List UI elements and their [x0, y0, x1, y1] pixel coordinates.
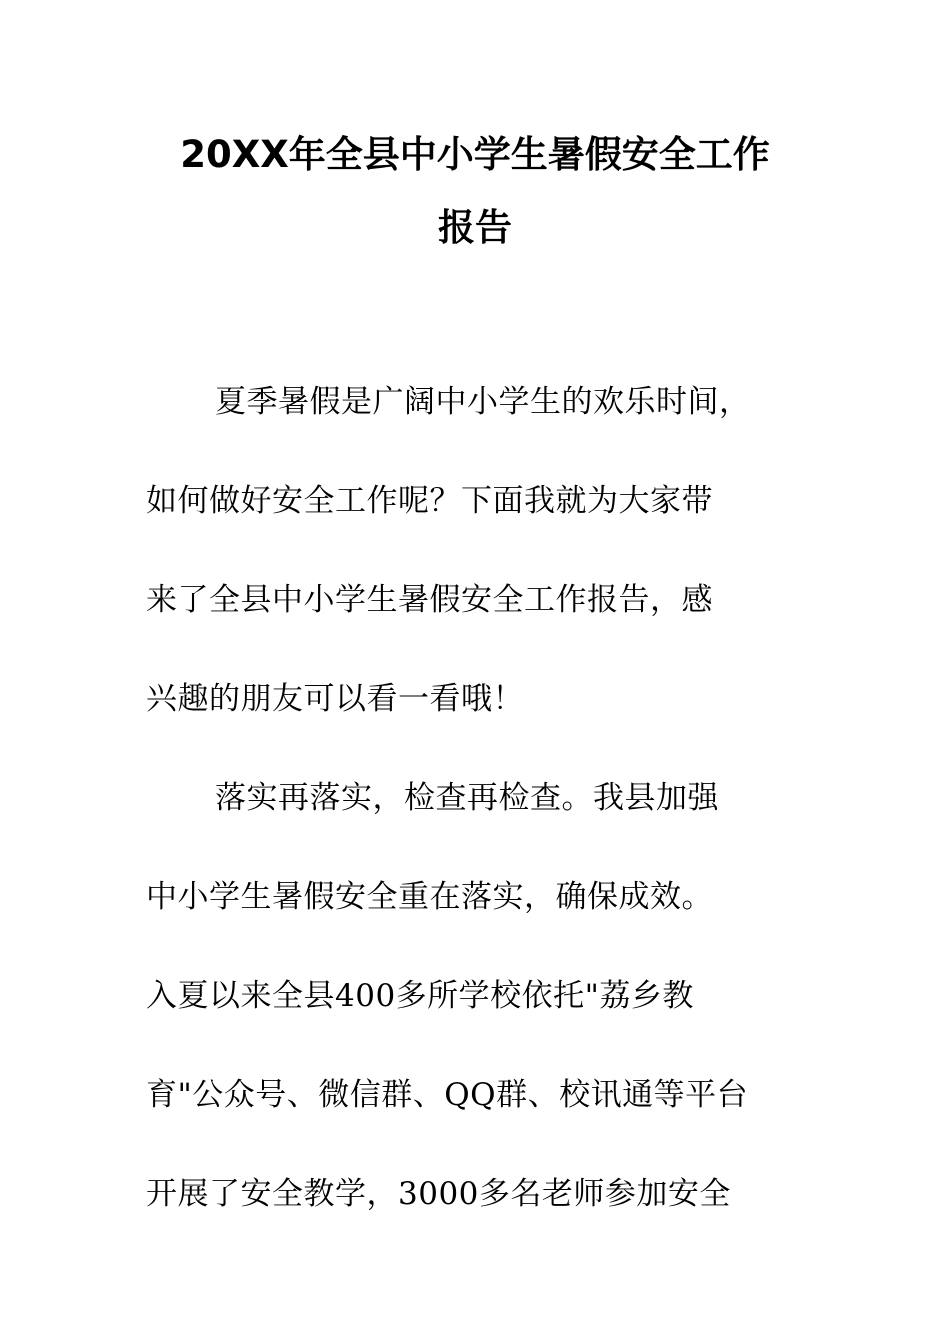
paragraph-2-line-1: 落实再落实，检查再检查。我县加强	[215, 780, 719, 816]
paragraph-1-line-4: 兴趣的朋友可以看一看哦！	[146, 681, 524, 717]
paragraph-1-line-1: 夏季暑假是广阔中小学生的欢乐时间，	[215, 384, 751, 420]
document-title-line-1: 20XX年全县中小学生暑假安全工作	[180, 133, 770, 176]
document-title-line-2: 报告	[438, 206, 512, 249]
paragraph-2-line-4: 育"公众号、微信群、QQ群、校讯通等平台	[146, 1077, 749, 1113]
paragraph-2-line-5: 开展了安全教学，3000多名老师参加安全	[146, 1176, 731, 1212]
paragraph-2-line-2: 中小学生暑假安全重在落实，确保成效。	[146, 879, 713, 915]
paragraph-1-line-2: 如何做好安全工作呢？下面我就为大家带	[146, 483, 713, 519]
paragraph-2-line-3: 入夏以来全县400多所学校依托"荔乡教	[146, 978, 694, 1014]
paragraph-1-line-3: 来了全县中小学生暑假安全工作报告，感	[146, 582, 713, 618]
